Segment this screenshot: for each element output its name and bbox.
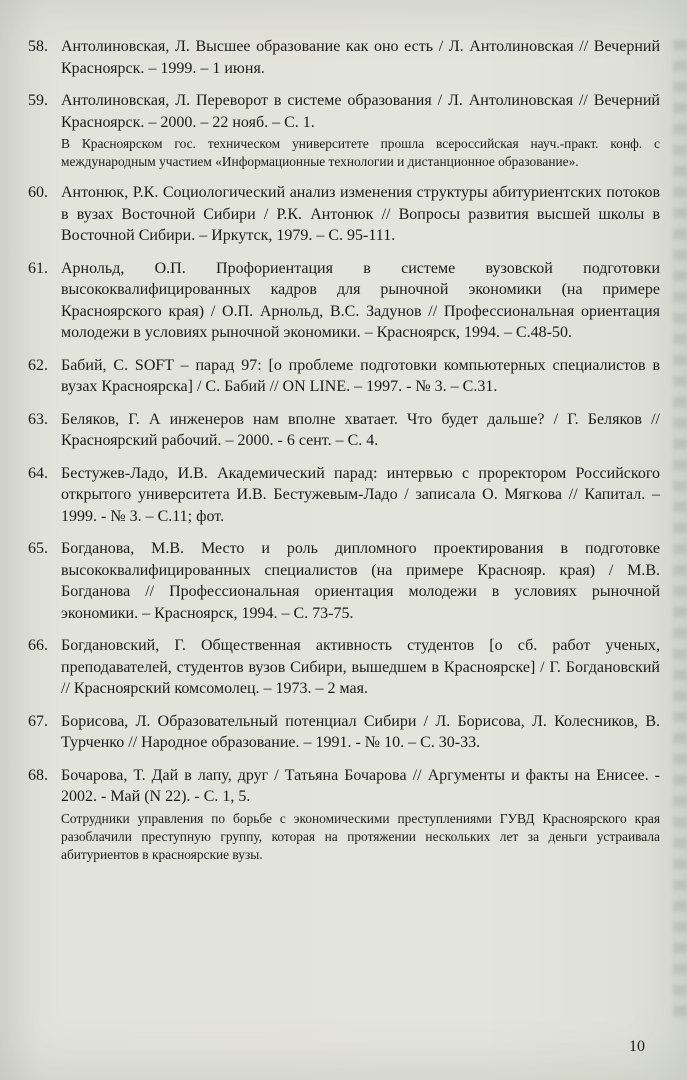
entry-number: 64. [28,464,48,482]
entry-number: 60. [28,184,48,201]
bibliography-entry [28,765,660,864]
bibliography-entry [28,538,660,624]
entry-text: Бестужев-Ладо, И.В. Академический парад: интервью с проректором Российского открытого университета И.В. Бестужевым-Ладо / записала О. Мягкова // Капитал. – 1999. - № 3. – С.11; фот. [61,464,660,525]
bibliography-entry [28,36,660,79]
entry-text: Антонюк, Р.К. Социологический анализ изменения структуры абитуриентских потоков в вузах Восточной Сибири / Р.К. Антонюк // Вопросы развития высшей школы в Восточной Сибири. – Иркутск, 1979. – С. 95-111. [61,184,660,244]
entry-annotation: В Красноярском гос. техническом университете прошла всероссийская науч.-практ. конф. с международным участием «Информационные технологии и дистанционное образование». [61,136,660,169]
bibliography-entry [28,711,660,754]
entry-text: Борисова, Л. Образовательный потенциал Сибири / Л. Борисова, Л. Колесников, В. Турченко // Народное образование. – 1991. - № 10. – С. 30-33. [61,712,660,751]
bibliography-entry [28,409,660,452]
bibliography-entry [28,258,660,344]
entry-text: Богданова, М.В. Место и роль дипломного проектирования в подготовке высококвалифицированных специалистов (на примере Краснояр. края) / М.В. Богданова // Профессиональная ориентация молодежи в условиях рыночной экономики. – Красноярск, 1994. – С. 73-75. [61,540,660,622]
entry-number: 66. [28,637,48,654]
entry-number: 68. [28,766,48,784]
entry-text: Богдановский, Г. Общественная активность студентов [о сб. работ ученых, преподавателей, студентов вузов Сибири, вышедшем в Красноярске] / Г. Богдановский // Красноярский комсомолец. – 1973. – 2 мая. [61,637,660,697]
entry-number: 65. [28,540,48,557]
entry-number: 59. [28,92,48,109]
scan-bleedthrough-artifact [673,40,687,1020]
bibliography-entry [28,463,660,528]
entry-text: Беляков, Г. А инженеров нам вполне хватает. Что будет дальше? / Г. Беляков // Красноярский рабочий. – 2000. - 6 сент. – С. 4. [61,410,660,449]
bibliography-list [28,36,660,864]
bibliography-entry [28,355,660,398]
bibliography-entry [28,635,660,700]
page-number: 10 [629,1038,645,1055]
entry-number: 62. [28,356,48,374]
entry-text: Арнольд, О.П. Профориентация в системе вузовской подготовки высококвалифицированных кадров для рыночной экономики (на примере Красноярского края) / О.П. Арнольд, В.С. Задунов // Профессиональная ориентация молодежи в условиях рыночной экономики. – Красноярск, 1994. – С.48-50. [61,259,660,341]
bibliography-entry [28,182,660,247]
entry-annotation: Сотрудники управления по борьбе с экономическими преступлениями ГУВД Красноярского края разоблачили преступную группу, которая на протяжении нескольких лет за деньги устраивала абитуриентов в красноярские вузы. [61,810,660,862]
entry-number: 63. [28,410,48,428]
entry-text: Антолиновская, Л. Переворот в системе образования / Л. Антолиновская // Вечерний Красноярск. – 2000. – 22 нояб. – С. 1. [61,92,660,131]
entry-number: 67. [28,712,48,730]
entry-text: Антолиновская, Л. Высшее образование как оно есть / Л. Антолиновская // Вечерний Красноярск. – 1999. – 1 июня. [61,38,660,77]
bibliography-entry [28,90,660,171]
entry-text: Бабий, С. SOFT – парад 97: [о проблеме подготовки компьютерных специалистов в вузах Красноярска] / С. Бабий // ON LINE. – 1997. - № 3. – С.31. [61,356,660,395]
entry-text: Бочарова, Т. Дай в лапу, друг / Татьяна Бочарова // Аргументы и факты на Енисее. - 2002. - Май (N 22). - С. 1, 5. [61,766,660,805]
entry-number: 61. [28,259,48,277]
entry-number: 58. [28,38,48,55]
